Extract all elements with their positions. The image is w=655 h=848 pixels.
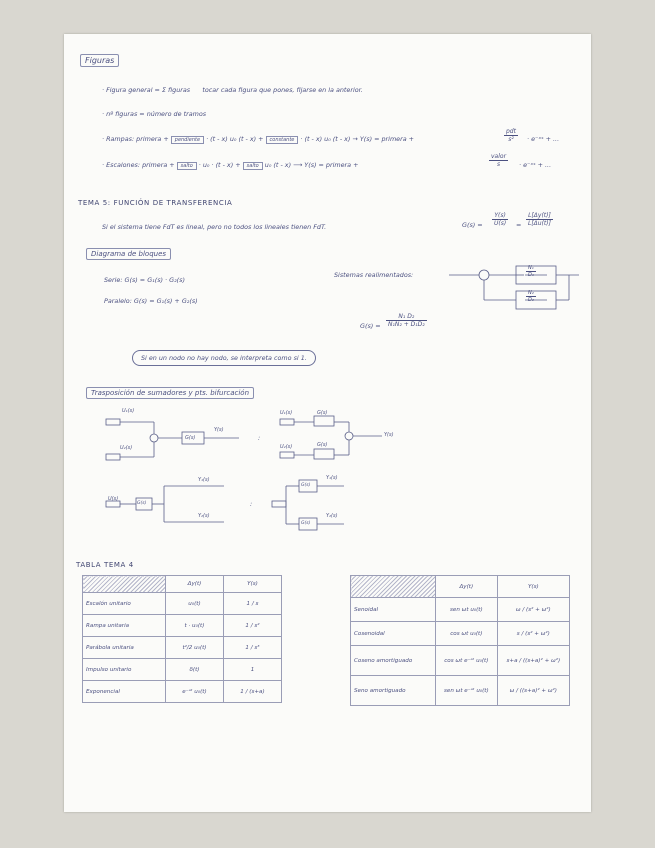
gs-frac-1: $\frac{Y(s)}{U(s)}$ (494, 212, 507, 227)
table-row: Seno amortiguado sen ωt e⁻ᵃᵗ u₀(t) ω / ((s+a)² + ω²) (351, 676, 570, 706)
line-num-figuras: · nº figuras = número de tramos (102, 110, 207, 118)
sumador-left (106, 419, 239, 460)
figuras-title: Figuras (80, 54, 119, 67)
table-right-header-dy: Δy(t) (436, 576, 498, 598)
trasposicion-title: Trasposición de sumadores y pts. bifurcación (86, 387, 254, 399)
line-escalones: · Escalones: primera + salto · u₀ · (t - x) + salto u₀ (t - x) ⟶ Y(s) = primera + (102, 161, 359, 169)
table-row: Senoidal sen ωt u₀(t) ω / (s² + ω²) (351, 598, 570, 622)
serie-rule: Serie: G(s) = G₁(s) · G₂(s) (104, 276, 185, 284)
table-left-corner (83, 576, 166, 593)
lbl-y-right: Y(s) (384, 432, 394, 438)
gs-eq: = (516, 221, 522, 229)
sumador-right (280, 416, 382, 459)
lbl-y2-bif-right: Y₂(s) (326, 513, 338, 519)
table-row: Rampa unitaria t · u₀(t) 1 / s² (83, 615, 282, 637)
table-row: Parábola unitaria t²/2 u₀(t) 1 / s³ (83, 637, 282, 659)
gs-frac-2: $\frac{L[\Delta y(t)]}{L[\Delta u(t)]}$ (528, 212, 551, 227)
colon-1: : (258, 434, 261, 442)
lbl-g1-right: G(s) (317, 410, 328, 416)
table-left (82, 575, 282, 703)
block-bottom: $\frac{\text{N₂}}{\text{D₂}}$ (528, 290, 534, 303)
table-row: Exponencial e⁻ᵃᵗ u₀(t) 1 / (s+a) (83, 681, 282, 703)
lbl-g2-bif-right: G(s) (301, 521, 311, 526)
lbl-u2-right: U₂(s) (280, 444, 293, 450)
lbl-u2-left: U₂(s) (120, 445, 133, 451)
notebook-page (64, 34, 591, 812)
feedback-diagram (449, 266, 579, 309)
table-left-header-ys: Y(s) (223, 576, 281, 593)
block-top: $\frac{\text{N₁}}{\text{D₁}}$ (528, 265, 534, 278)
tema5-text: Si el sistema tiene FdT es lineal, pero no todos los lineales tienen FdT. (102, 223, 327, 231)
rampas-frac: pdt s² (506, 128, 516, 143)
escalones-frac: valor s (491, 153, 507, 168)
table-left-header-dy: Δy(t) (166, 576, 224, 593)
table-right (350, 575, 570, 706)
table-row: Escalón unitario u₀(t) 1 / s (83, 593, 282, 615)
cloud-note: Si en un nodo no hay nodo, se interpreta como si 1. (132, 350, 316, 366)
colon-2: : (250, 500, 253, 508)
escalones-exp: · e⁻ˣˢ + ... (519, 161, 552, 169)
lbl-y1-bif-right: Y₁(s) (326, 475, 338, 481)
table-row: Coseno amortiguado cos ωt e⁻ᵃᵗ u₀(t) s+a / ((s+a)² + ω²) (351, 646, 570, 676)
rampas-exp: · e⁻ˣˢ + ... (527, 135, 560, 143)
line-rampas: · Rampas: primera + pendiente · (t - x) u₀ (t - x) + constante · (t - x) u₀ (t - x) → Y(s) = primera + (102, 135, 415, 143)
lbl-u1-right: U₁(s) (280, 410, 293, 416)
gs2-lhs: G(s) = (360, 322, 381, 330)
tema5-title: TEMA 5: FUNCIÓN DE TRANSFERENCIA (78, 199, 233, 207)
table-row: Impulso unitario δ(t) 1 (83, 659, 282, 681)
lbl-u1-left: U₁(s) (122, 408, 135, 414)
lbl-g2-right: G(s) (317, 442, 328, 448)
tabla-title: TABLA TEMA 4 (76, 561, 134, 569)
lbl-y2-bif-left: Y₂(s) (198, 513, 210, 519)
line-figura-general: · Figura general = Σ figuras tocar cada figura que pones, fijarse en la anterior. (102, 86, 363, 94)
paralelo-rule: Paralelo: G(s) = G₁(s) + G₂(s) (104, 297, 198, 305)
table-right-header-ys: Y(s) (497, 576, 569, 598)
table-right-corner (351, 576, 436, 598)
lbl-g-left: G(s) (185, 435, 196, 441)
table-row: Cosenoidal cos ωt u₀(t) s / (s² + ω²) (351, 622, 570, 646)
lbl-y1-bif-left: Y₁(s) (198, 477, 210, 483)
lbl-us-bif: U(s) (108, 496, 119, 502)
realimentados-label: Sistemas realimentados: (334, 271, 414, 279)
lbl-g-bif: G(s) (137, 501, 147, 506)
lbl-g1-bif-right: G(s) (301, 483, 311, 488)
gs-lhs: G(s) = (462, 221, 483, 229)
gs2-frac: $\frac{\text{N₁ D₂}}{\text{N₁N₂ + D₁D₂}}$ (388, 313, 425, 328)
diagrama-title: Diagrama de bloques (86, 248, 171, 260)
lbl-y-left: Y(s) (214, 427, 224, 433)
